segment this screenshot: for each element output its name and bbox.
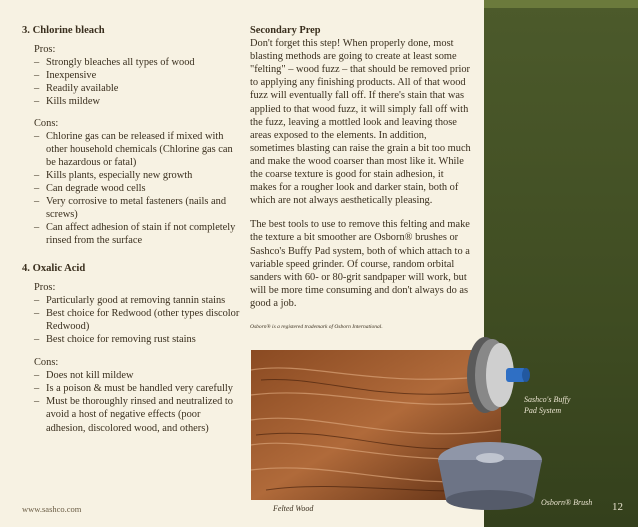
oxalic-pros-list xyxy=(34,294,242,346)
caption-felted-wood: Felted Wood xyxy=(273,504,314,513)
list-item: – Inexpensive xyxy=(34,69,242,82)
caption-buffy-pad: Sashco's Buffy Pad System xyxy=(524,395,571,415)
pros-label: Pros: xyxy=(34,281,56,293)
section-title-chlorine: 3. Chlorine bleach xyxy=(22,25,105,36)
list-item: – Can degrade wood cells xyxy=(34,182,242,195)
page-number: 12 xyxy=(612,501,623,513)
list-item: – Does not kill mildew xyxy=(34,369,242,382)
list-item: – Very corrosive to metal fasteners (nails and screws) xyxy=(34,195,242,221)
section-title-oxalic: 4. Oxalic Acid xyxy=(22,262,86,274)
oxalic-cons-list xyxy=(34,369,242,434)
secondary-prep-title: Secondary Prep xyxy=(250,25,321,36)
product-images xyxy=(420,330,570,520)
list-item: – Kills mildew xyxy=(34,95,242,108)
list-item: – Can affect adhesion of stain if not completely rinsed from the surface xyxy=(34,221,242,247)
cons-label: Cons: xyxy=(34,357,59,369)
sidebar-top-strip xyxy=(484,0,638,8)
list-item: – Best choice for removing rust stains xyxy=(34,333,242,346)
list-item: – Must be thoroughly rinsed and neutralized to avoid a host of negative effects (poor adhesion, discolored wood, and others) xyxy=(34,395,242,434)
cons-label: Cons: xyxy=(34,117,59,129)
trademark-note: Osborn® is a registered trademark of Osborn International. xyxy=(250,323,383,330)
pros-label: Pros: xyxy=(34,44,56,56)
list-item: – Best choice for Redwood (other types discolor Redwood) xyxy=(34,307,242,333)
buffy-pad-and-brush-image xyxy=(420,330,570,520)
left-column xyxy=(22,24,242,443)
list-item: – Chlorine gas can be released if mixed with other household chemicals (Chlorine gas can be hazardous or fatal) xyxy=(34,130,242,169)
list-item: – Readily available xyxy=(34,82,242,95)
right-column xyxy=(250,24,472,334)
chlorine-pros-list xyxy=(34,56,242,108)
paragraph: Don't forget this step! When properly done, most blasting methods are going to create at least some "felting" – wood fuzz – that should be removed prior to applying any finishing products. All of that wood fuzz will eventually fall off. If there's stain that was applied to that wood fuzz, it will simply fall off with the fuzz, leaving a mottled look and leaving those areas exposed to the elements. In addition, sometimes blasting can raise the grain a bit too much and make the wood coarser than most like it. While the coarse texture is good for stain adhesion, it makes for a rougher look and darker stain, both of which are not always aesthetically pleasing. xyxy=(250,38,471,207)
list-item: – Is a poison & must be handled very carefully xyxy=(34,382,242,395)
footer-site-link[interactable]: www.sashco.com xyxy=(22,504,82,514)
list-item: – Particularly good at removing tannin stains xyxy=(34,294,242,307)
list-item: – Strongly bleaches all types of wood xyxy=(34,56,242,69)
list-item: – Kills plants, especially new growth xyxy=(34,169,242,182)
caption-osborn-brush: Osborn® Brush xyxy=(541,498,593,507)
paragraph: The best tools to use to remove this felting and make the texture a bit smoother are Osborn® brushes or Sashco's Buffy Pad system, both of which attach to a variable speed grinder. Of course, random orbital sanders with 60- or 80-grit sandpaper will work, but will be more time consuming and don't always do as good a job. xyxy=(250,219,470,309)
chlorine-cons-list xyxy=(34,130,242,248)
